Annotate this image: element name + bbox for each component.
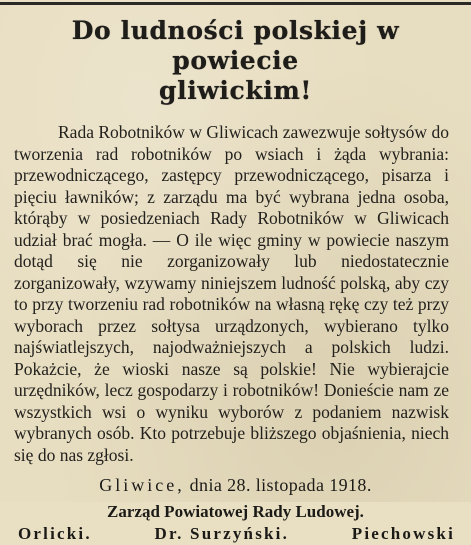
headline (14, 0, 457, 106)
signatory-name: Dr. Surzyński. (154, 524, 290, 543)
dateline-date: dnia 28. listopada 1918. (189, 475, 372, 495)
article-text: Rada Robotników w Gliwicach zawezwuje sołtysów do tworzenia rad robotników po wsiach i żąda wybrania: przewodniczącego, zastępcy przewodniczącego, pisarza i pięciu ławników; z zarządu ma być wybrana jedna osoba, którąby w posiedzeniach Rady Robotników w Gliwicach udział brać mogła. — O ile więc gminy w powiecie naszym dotąd się nie zorganizowały lub niedostatecznie zorganizowały, wzywamy niniejszem ludność polską, aby czy to przy tworzeniu rad robotników na własną rękę czy też przy wyborach przez sołtysa urządzonych, wybierano tylko najświatlejszych, najodważniejszych a polskich ludzi. Pokażcie, że wioski nasze są polskie! Nie wybierajcie urzędników, lecz gospodarzy i robotników! Donieście nam ze wszystkich wsi o wyniku wyborów z podaniem nazwisk wybranych osób. Kto potrzebuje bliższego objaśnienia, niech się do nas zgłosi. (14, 122, 449, 465)
dateline-city: Gliwice, (99, 475, 185, 495)
signature-organization: Zarząd Powiatowej Rady Ludowej. (107, 502, 364, 521)
headline-line-1: Do ludności polskiej w powiecie (71, 16, 400, 75)
headline-line-2: gliwickim! (159, 76, 312, 105)
article-body (14, 122, 457, 466)
signature-names (14, 523, 457, 545)
signatory-name: Piechowski (351, 524, 455, 543)
signatory-name: Orlicki. (18, 524, 92, 543)
top-rule-divider (0, 2, 471, 5)
dateline (14, 474, 457, 496)
